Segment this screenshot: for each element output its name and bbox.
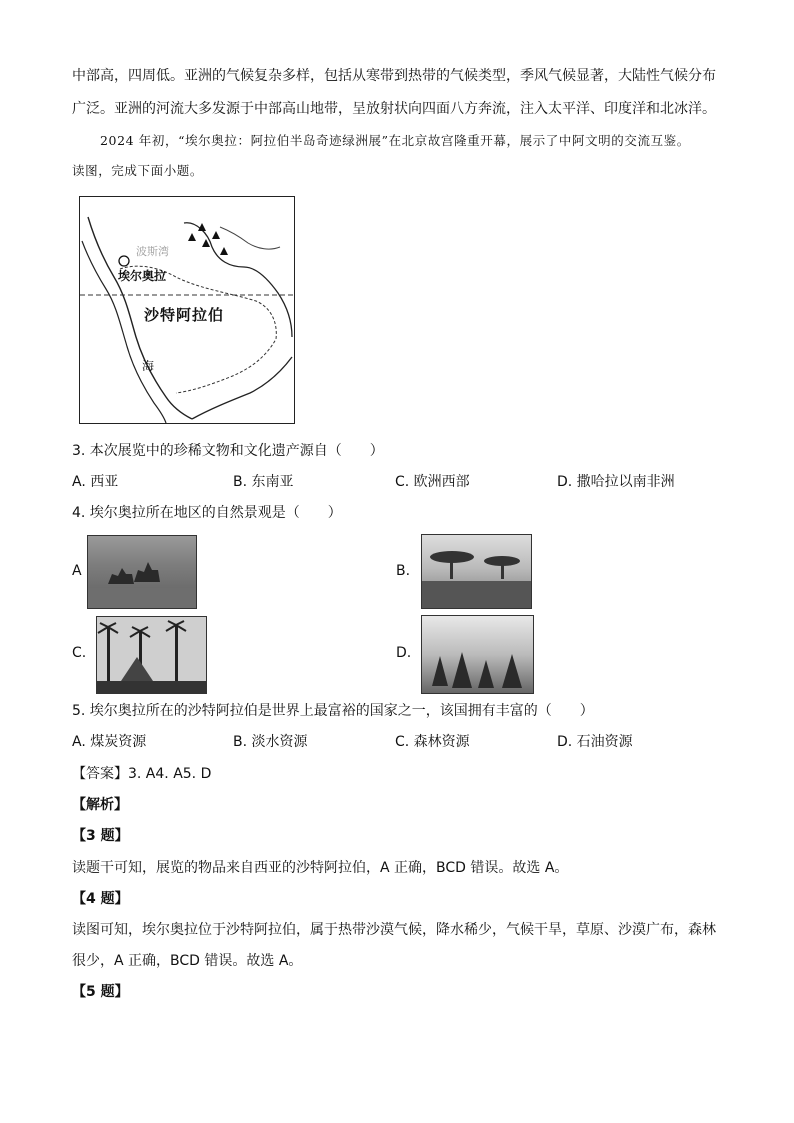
analysis-q5-heading: 【5 题】 — [72, 984, 129, 1000]
arabian-peninsula-map — [79, 196, 295, 424]
oil-field-marker — [188, 233, 196, 241]
q3-option-b: B. 东南亚 — [233, 474, 294, 490]
q3-option-d: D. 撒哈拉以南非洲 — [557, 474, 675, 490]
passage-line-1: 2024 年初，“埃尔奥拉：阿拉伯半岛奇迹绿洲展”在北京故宫隆重开幕，展示了中阿文明的交流互鉴。 — [100, 133, 690, 148]
q4-option-b-label: B. — [396, 563, 411, 579]
savanna-trees — [422, 535, 531, 608]
q5-option-a: A. 煤炭资源 — [72, 734, 147, 750]
map-label-gulf-faint: 波斯湾 — [136, 245, 169, 258]
analysis-q4-text-line-1: 读图可知，埃尔奥拉位于沙特阿拉伯，属于热带沙漠气候，降水稀少，气候干旱，草原、沙漠广布，森林 — [72, 922, 716, 938]
palm-trees — [97, 617, 206, 693]
q5-stem: 5. 埃尔奥拉所在的沙特阿拉伯是世界上最富裕的国家之一，该国拥有丰富的（ ） — [72, 703, 594, 719]
q4-option-a-label: A — [72, 563, 82, 579]
answer-line: 【答案】3. A4. A5. D — [72, 766, 212, 782]
q4-image-a-desert-camels — [87, 535, 197, 609]
map-label-sea: 海 — [142, 359, 155, 373]
analysis-title: 【解析】 — [72, 797, 128, 813]
intro-line-2: 广泛。亚洲的河流大多发源于中部高山地带，呈放射状向四面八方奔流，注入太平洋、印度洋和北冰洋。 — [72, 101, 716, 117]
conifer-trees — [422, 616, 533, 693]
oil-field-marker — [212, 231, 220, 239]
map-label-country: 沙特阿拉伯 — [144, 306, 225, 324]
intro-line-1: 中部高，四周低。亚洲的气候复杂多样，包括从寒带到热带的气候类型，季风气候显著，大陆性气候分布 — [72, 68, 716, 84]
q3-stem: 3. 本次展览中的珍稀文物和文化遗产源自（ ） — [72, 443, 384, 459]
coastline-south — [192, 357, 292, 419]
q5-option-c: C. 森林资源 — [395, 734, 470, 750]
q4-option-c-label: C. — [72, 645, 87, 661]
analysis-q3-heading: 【3 题】 — [72, 828, 129, 844]
q5-option-b: B. 淡水资源 — [233, 734, 308, 750]
camel-silhouettes — [88, 536, 196, 608]
q4-image-c-tropical — [96, 616, 207, 694]
q5-option-d: D. 石油资源 — [557, 734, 633, 750]
q3-option-c: C. 欧洲西部 — [395, 474, 470, 490]
analysis-q4-text-line-2: 很少，A 正确，BCD 错误。故选 A。 — [72, 953, 303, 969]
q4-image-d-snowy-forest — [421, 615, 534, 694]
map-label-city: 埃尔奥拉 — [118, 269, 167, 283]
q4-stem: 4. 埃尔奥拉所在地区的自然景观是（ ） — [72, 505, 342, 521]
coastline-iran — [220, 227, 280, 249]
q4-option-d-label: D. — [396, 645, 412, 661]
q4-image-b-savanna — [421, 534, 532, 609]
passage-line-2: 读图，完成下面小题。 — [72, 163, 204, 178]
q3-option-a: A. 西亚 — [72, 474, 119, 490]
analysis-q3-text: 读题干可知，展览的物品来自西亚的沙特阿拉伯，A 正确，BCD 错误。故选 A。 — [72, 860, 569, 876]
oil-field-marker — [220, 247, 228, 255]
analysis-q4-heading: 【4 题】 — [72, 891, 129, 907]
city-marker — [119, 256, 129, 266]
